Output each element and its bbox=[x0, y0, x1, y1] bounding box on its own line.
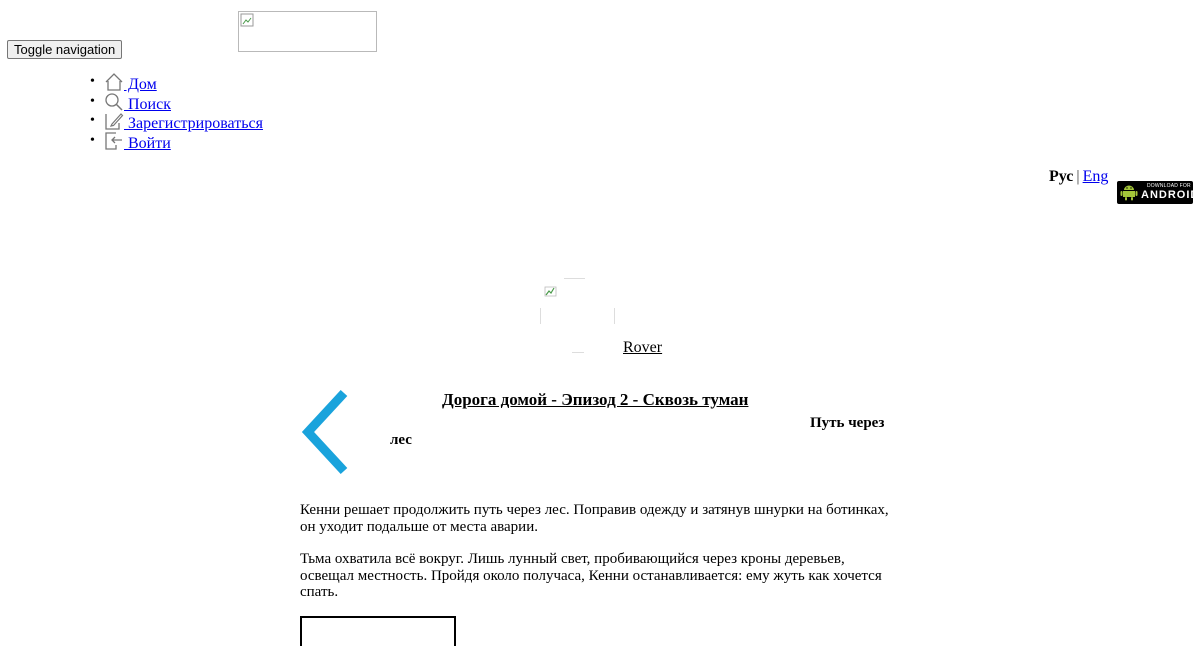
lang-link-eng[interactable]: Eng bbox=[1082, 168, 1109, 185]
back-arrow-icon[interactable] bbox=[300, 389, 350, 475]
android-download-badge[interactable] bbox=[1117, 181, 1200, 204]
story-paragraph: Кенни решает продолжить путь через лес. Поправив одежду и затянув шнурки на ботинках, он уходит подальше от места аварии. bbox=[300, 502, 889, 535]
chapter-title-continued: лес bbox=[390, 432, 412, 448]
story-title[interactable]: Дорога домой - Эпизод 2 - Сквозь туман bbox=[442, 390, 749, 409]
badge-brand: ANDROID bbox=[1141, 189, 1200, 201]
nav-link-register[interactable]: Зарегистрироваться bbox=[124, 115, 263, 133]
badge-subtext: DOWNLOAD FOR bbox=[1147, 183, 1191, 189]
list-bullet: • bbox=[90, 93, 95, 109]
android-icon bbox=[1120, 184, 1138, 201]
login-icon bbox=[104, 131, 124, 151]
choice-button[interactable] bbox=[300, 616, 456, 646]
nav-link-login[interactable]: Войти bbox=[124, 134, 171, 152]
nav-item-search[interactable] bbox=[90, 92, 263, 112]
nav-item-login[interactable] bbox=[90, 131, 263, 151]
nav-item-register[interactable] bbox=[90, 111, 263, 131]
toggle-navigation-button[interactable]: Toggle navigation bbox=[7, 40, 122, 59]
home-icon bbox=[104, 72, 124, 92]
list-bullet: • bbox=[90, 74, 95, 89]
nav-item-home[interactable] bbox=[90, 72, 263, 92]
author-link[interactable]: Rover bbox=[623, 339, 663, 356]
chapter-title: Путь через bbox=[810, 415, 885, 431]
list-bullet: • bbox=[90, 132, 95, 148]
site-logo[interactable] bbox=[238, 11, 377, 52]
story-paragraph: Тьма охватила всё вокруг. Лишь лунный свет, пробивающийся через кроны деревьев, освещал местность. Пройдя около получаса, Кенни останавливается: ему жуть как хочется спать. bbox=[300, 551, 882, 600]
nav-link-search[interactable]: Поиск bbox=[124, 95, 171, 113]
author-avatar[interactable] bbox=[540, 278, 615, 353]
lang-current: Рус bbox=[1049, 168, 1074, 185]
search-icon bbox=[104, 92, 124, 112]
list-bullet: • bbox=[90, 113, 95, 129]
main-nav bbox=[90, 72, 263, 150]
nav-link-home[interactable]: Дом bbox=[124, 76, 157, 93]
register-icon bbox=[104, 111, 124, 131]
language-switcher bbox=[1049, 168, 1108, 186]
broken-image-icon bbox=[240, 13, 256, 29]
lang-separator: | bbox=[1076, 168, 1080, 185]
